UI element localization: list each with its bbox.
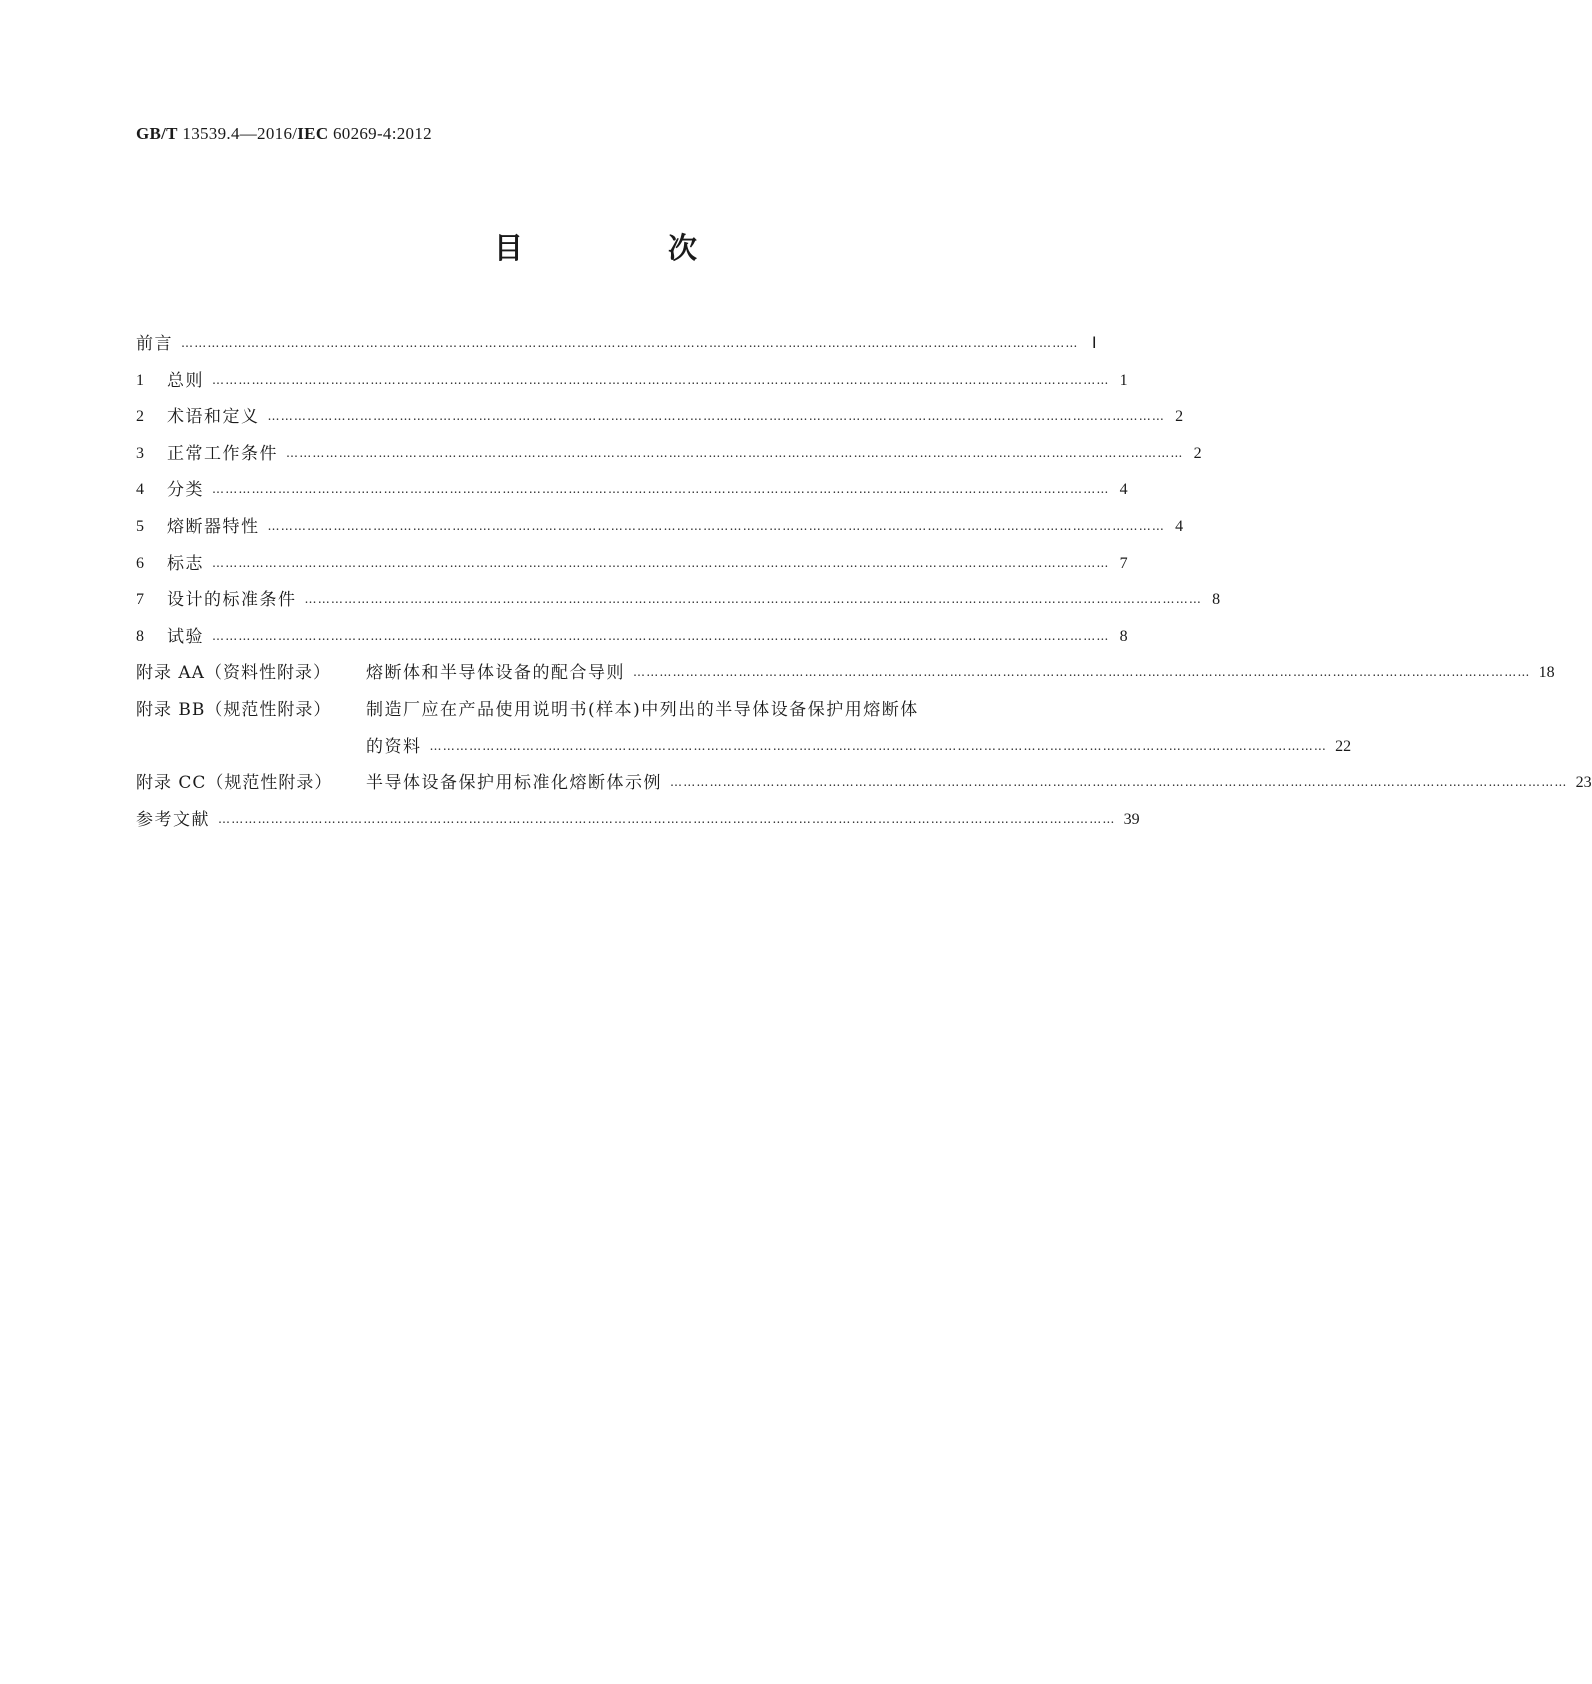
toc-item-label: 前言 (136, 334, 173, 354)
toc-item-number: 5 (136, 517, 144, 535)
toc-page-number: 22 (1335, 737, 1352, 755)
toc-item-number: 7 (136, 591, 144, 609)
dot-leader: …………………………………………………………………………………………………………………………………………………………………………………… (429, 738, 1328, 753)
toc-item-3[interactable] (136, 436, 1202, 473)
dot-leader: …………………………………………………………………………………………………………………………………………………………………………………… (286, 445, 1184, 460)
toc-page-number: 18 (1538, 664, 1555, 682)
toc-item-references[interactable] (136, 802, 1140, 839)
toc-page-number: Ⅰ (1091, 335, 1097, 352)
toc-item-number: 2 (136, 408, 144, 426)
toc-item-label: 正常工作条件 (167, 443, 278, 464)
toc-page-number: 7 (1119, 554, 1128, 572)
toc-item-annex-cc[interactable] (136, 765, 1592, 802)
dot-leader: …………………………………………………………………………………………………………………………………………………………………………………… (304, 592, 1203, 607)
toc-item-label: 的资料 (366, 736, 422, 757)
dot-leader: …………………………………………………………………………………………………………………………………………………………………………………… (267, 518, 1166, 533)
dot-leader: …………………………………………………………………………………………………………………………………………………………………………………… (267, 409, 1166, 424)
toc-page-number: 4 (1119, 481, 1128, 499)
dot-leader: …………………………………………………………………………………………………………………………………………………………………………………… (212, 372, 1110, 387)
toc-item-label: 熔断器特性 (167, 516, 260, 537)
toc-page-number: 4 (1175, 517, 1184, 535)
toc-item-number: 1 (136, 371, 144, 389)
toc-item-2[interactable] (136, 399, 1184, 436)
toc-page-number: 8 (1212, 591, 1221, 609)
dot-leader: …………………………………………………………………………………………………………………………………………………………………………………… (212, 555, 1110, 570)
toc-item-6[interactable] (136, 546, 1128, 583)
toc-item-annex-bb[interactable] (136, 692, 1063, 729)
dot-leader: …………………………………………………………………………………………………………………………………………………………………………………… (212, 628, 1110, 643)
toc-item-number: 3 (136, 444, 144, 462)
toc-item-label: 半导体设备保护用标准化熔断体示例 (366, 773, 662, 794)
toc-item-label: 术语和定义 (167, 407, 260, 428)
toc-page-number: 39 (1123, 810, 1140, 828)
toc-item-preface[interactable] (136, 326, 1097, 363)
toc-item-1[interactable] (136, 363, 1128, 400)
toc-item-label: 总则 (167, 370, 204, 391)
annex-prefix: 附录 AA（资料性附录） (136, 663, 331, 684)
toc-item-number: 6 (136, 554, 144, 572)
dot-leader: …………………………………………………………………………………………………………………………………………………………………………………… (670, 775, 1568, 790)
toc-item-label: 设计的标准条件 (167, 590, 297, 611)
toc-page-number: 8 (1119, 627, 1128, 645)
toc-item-number: 8 (136, 627, 144, 645)
standard-header (136, 124, 432, 144)
dot-leader: …………………………………………………………………………………………………………………………………………………………………………………… (212, 482, 1110, 497)
iec-number: 60269-4:2012 (332, 124, 432, 143)
toc-item-label: 参考文献 (136, 809, 210, 830)
toc-item-number: 4 (136, 481, 144, 499)
dot-leader: …………………………………………………………………………………………………………………………………………………………………………………… (633, 665, 1531, 680)
toc-item-4[interactable] (136, 472, 1128, 509)
toc-item-7[interactable] (136, 582, 1221, 619)
toc-page-number: 1 (1119, 371, 1128, 389)
toc-item-annex-bb-continued[interactable] (136, 729, 1352, 766)
toc-item-8[interactable] (136, 619, 1128, 656)
toc-item-label: 熔断体和半导体设备的配合导则 (366, 663, 625, 684)
toc-page-number: 2 (1193, 444, 1202, 462)
annex-prefix: 附录 BB（规范性附录） (136, 699, 332, 720)
toc-item-label: 分类 (167, 480, 204, 501)
toc-page-number: 2 (1175, 408, 1184, 426)
toc-item-label: 制造厂应在产品使用说明书(样本)中列出的半导体设备保护用熔断体 (366, 699, 919, 720)
toc-page-number: 23 (1575, 774, 1592, 792)
standard-code: GB/T (136, 124, 178, 143)
toc-item-5[interactable] (136, 509, 1184, 546)
toc-item-label: 标志 (167, 553, 204, 574)
toc-item-label: 试验 (167, 626, 204, 647)
annex-prefix: 附录 CC（规范性附录） (136, 773, 333, 794)
dot-leader: …………………………………………………………………………………………………………………………………………………………………………………… (181, 336, 1079, 350)
page-title: 目 次 (493, 231, 755, 265)
iec-code: IEC (297, 124, 329, 143)
standard-number: 13539.4—2016/ (182, 124, 298, 143)
toc-item-annex-aa[interactable] (136, 655, 1555, 692)
dot-leader: …………………………………………………………………………………………………………………………………………………………………………………… (218, 811, 1116, 826)
table-of-contents (136, 326, 1592, 838)
